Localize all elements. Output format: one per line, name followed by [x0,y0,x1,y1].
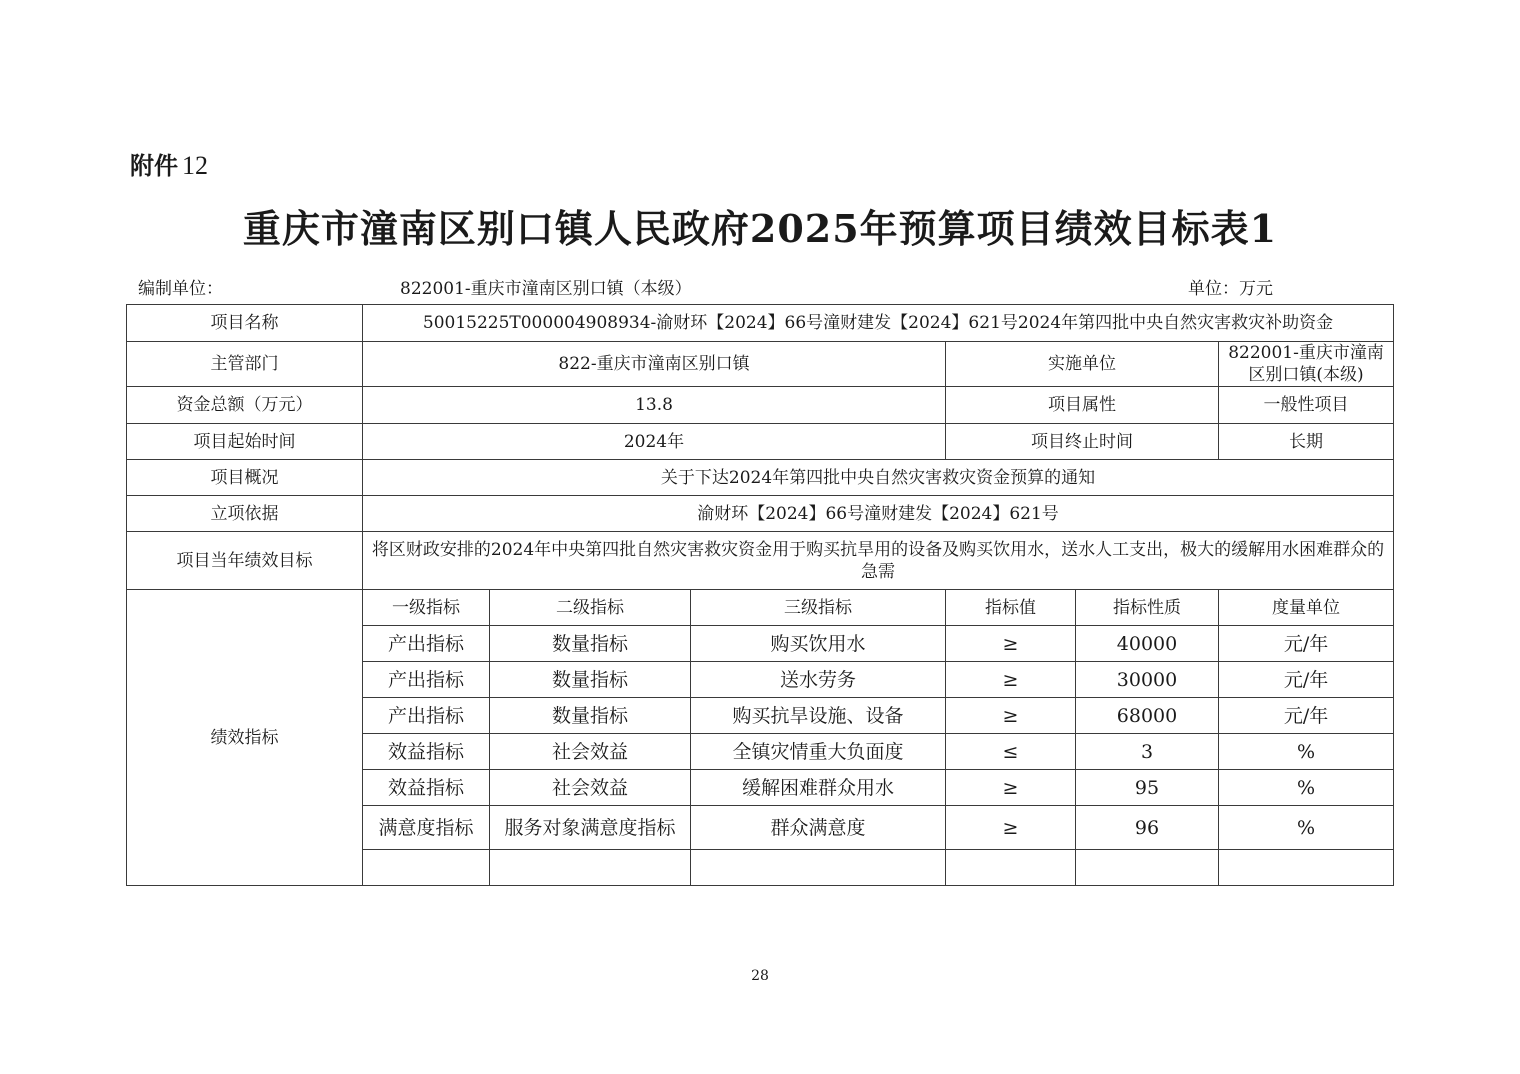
indicator-unit: % [1219,734,1394,770]
indicator-level3: 购买饮用水 [691,626,946,662]
indicator-level3: 群众满意度 [691,806,946,850]
empty-cell [1076,850,1219,886]
annex-number: 12 [182,151,208,180]
basis-value: 渝财环【2024】66号潼财建发【2024】621号 [363,496,1394,532]
row-fund [127,387,1394,424]
page-title: 重庆市潼南区别口镇人民政府2025年预算项目绩效目标表1 [242,206,1278,251]
indicator-level1: 产出指标 [363,626,490,662]
empty-cell [691,850,946,886]
attr-value: 一般性项目 [1219,387,1394,424]
fund-label: 资金总额（万元） [127,387,363,424]
row-project-name [127,305,1394,342]
overview-label: 项目概况 [127,460,363,496]
dept-value: 822-重庆市潼南区别口镇 [363,342,946,387]
indicator-level3: 购买抗旱设施、设备 [691,698,946,734]
prep-unit-label: 编制单位： [138,279,223,299]
fund-value: 13.8 [363,387,946,424]
indicator-level1: 满意度指标 [363,806,490,850]
indicator-level1: 产出指标 [363,698,490,734]
row-goal [127,532,1394,590]
indicator-unit: % [1219,806,1394,850]
indicator-value: 95 [1076,770,1219,806]
header-unit: 度量单位 [1219,590,1394,626]
unit-label: 单位：万元 [1188,279,1273,299]
indicator-level2: 数量指标 [490,626,691,662]
empty-cell [490,850,691,886]
performance-table [126,304,1394,886]
indicator-operator: ≤ [946,734,1076,770]
row-overview [127,460,1394,496]
dept-label: 主管部门 [127,342,363,387]
indicator-unit: 元/年 [1219,698,1394,734]
indicator-operator: ≥ [946,698,1076,734]
header-level2: 二级指标 [490,590,691,626]
row-dept [127,342,1394,387]
indicator-value: 30000 [1076,662,1219,698]
indicator-value: 40000 [1076,626,1219,662]
indicator-level2: 服务对象满意度指标 [490,806,691,850]
indicator-level2: 社会效益 [490,770,691,806]
header-level1: 一级指标 [363,590,490,626]
indicator-level3: 送水劳务 [691,662,946,698]
header-nature: 指标性质 [1076,590,1219,626]
start-label: 项目起始时间 [127,424,363,460]
indicator-unit: 元/年 [1219,662,1394,698]
end-label: 项目终止时间 [946,424,1219,460]
indicator-level3: 缓解困难群众用水 [691,770,946,806]
empty-cell [1219,850,1394,886]
goal-value: 将区财政安排的2024年中央第四批自然灾害救灾资金用于购买抗旱用的设备及购买饮用水，送水人工支出，极大的缓解用水困难群众的急需 [363,532,1394,590]
attr-label: 项目属性 [946,387,1219,424]
annex-text: 附件 [130,152,178,180]
indicator-operator: ≥ [946,806,1076,850]
indicator-operator: ≥ [946,626,1076,662]
row-time [127,424,1394,460]
header-level3: 三级指标 [691,590,946,626]
indicator-value: 3 [1076,734,1219,770]
impl-value: 822001-重庆市潼南区别口镇(本级) [1219,342,1394,387]
indicator-unit: 元/年 [1219,626,1394,662]
overview-value: 关于下达2024年第四批中央自然灾害救灾资金预算的通知 [363,460,1394,496]
indicator-operator: ≥ [946,770,1076,806]
indicator-level2: 数量指标 [490,662,691,698]
indicator-unit: % [1219,770,1394,806]
indicator-level1: 效益指标 [363,770,490,806]
empty-cell [946,850,1076,886]
empty-cell [363,850,490,886]
header-value: 指标值 [946,590,1076,626]
project-name-value: 50015225T000004908934-渝财环【2024】66号潼财建发【2024】621号2024年第四批中央自然灾害救灾补助资金 [363,305,1394,342]
indicator-value: 68000 [1076,698,1219,734]
project-name-label: 项目名称 [127,305,363,342]
indicator-value: 96 [1076,806,1219,850]
indicator-header-row [127,590,1394,626]
page-number: 28 [751,968,769,984]
start-value: 2024年 [363,424,946,460]
indicator-level2: 社会效益 [490,734,691,770]
goal-label: 项目当年绩效目标 [127,532,363,590]
prep-unit-value: 822001-重庆市潼南区别口镇（本级） [400,279,692,299]
indicator-level1: 产出指标 [363,662,490,698]
indicator-level2: 数量指标 [490,698,691,734]
indicator-level3: 全镇灾情重大负面度 [691,734,946,770]
row-basis [127,496,1394,532]
annex-label [130,146,208,181]
indicators-section-label: 绩效指标 [127,590,363,886]
impl-label: 实施单位 [946,342,1219,387]
basis-label: 立项依据 [127,496,363,532]
end-value: 长期 [1219,424,1394,460]
indicator-operator: ≥ [946,662,1076,698]
indicator-level1: 效益指标 [363,734,490,770]
